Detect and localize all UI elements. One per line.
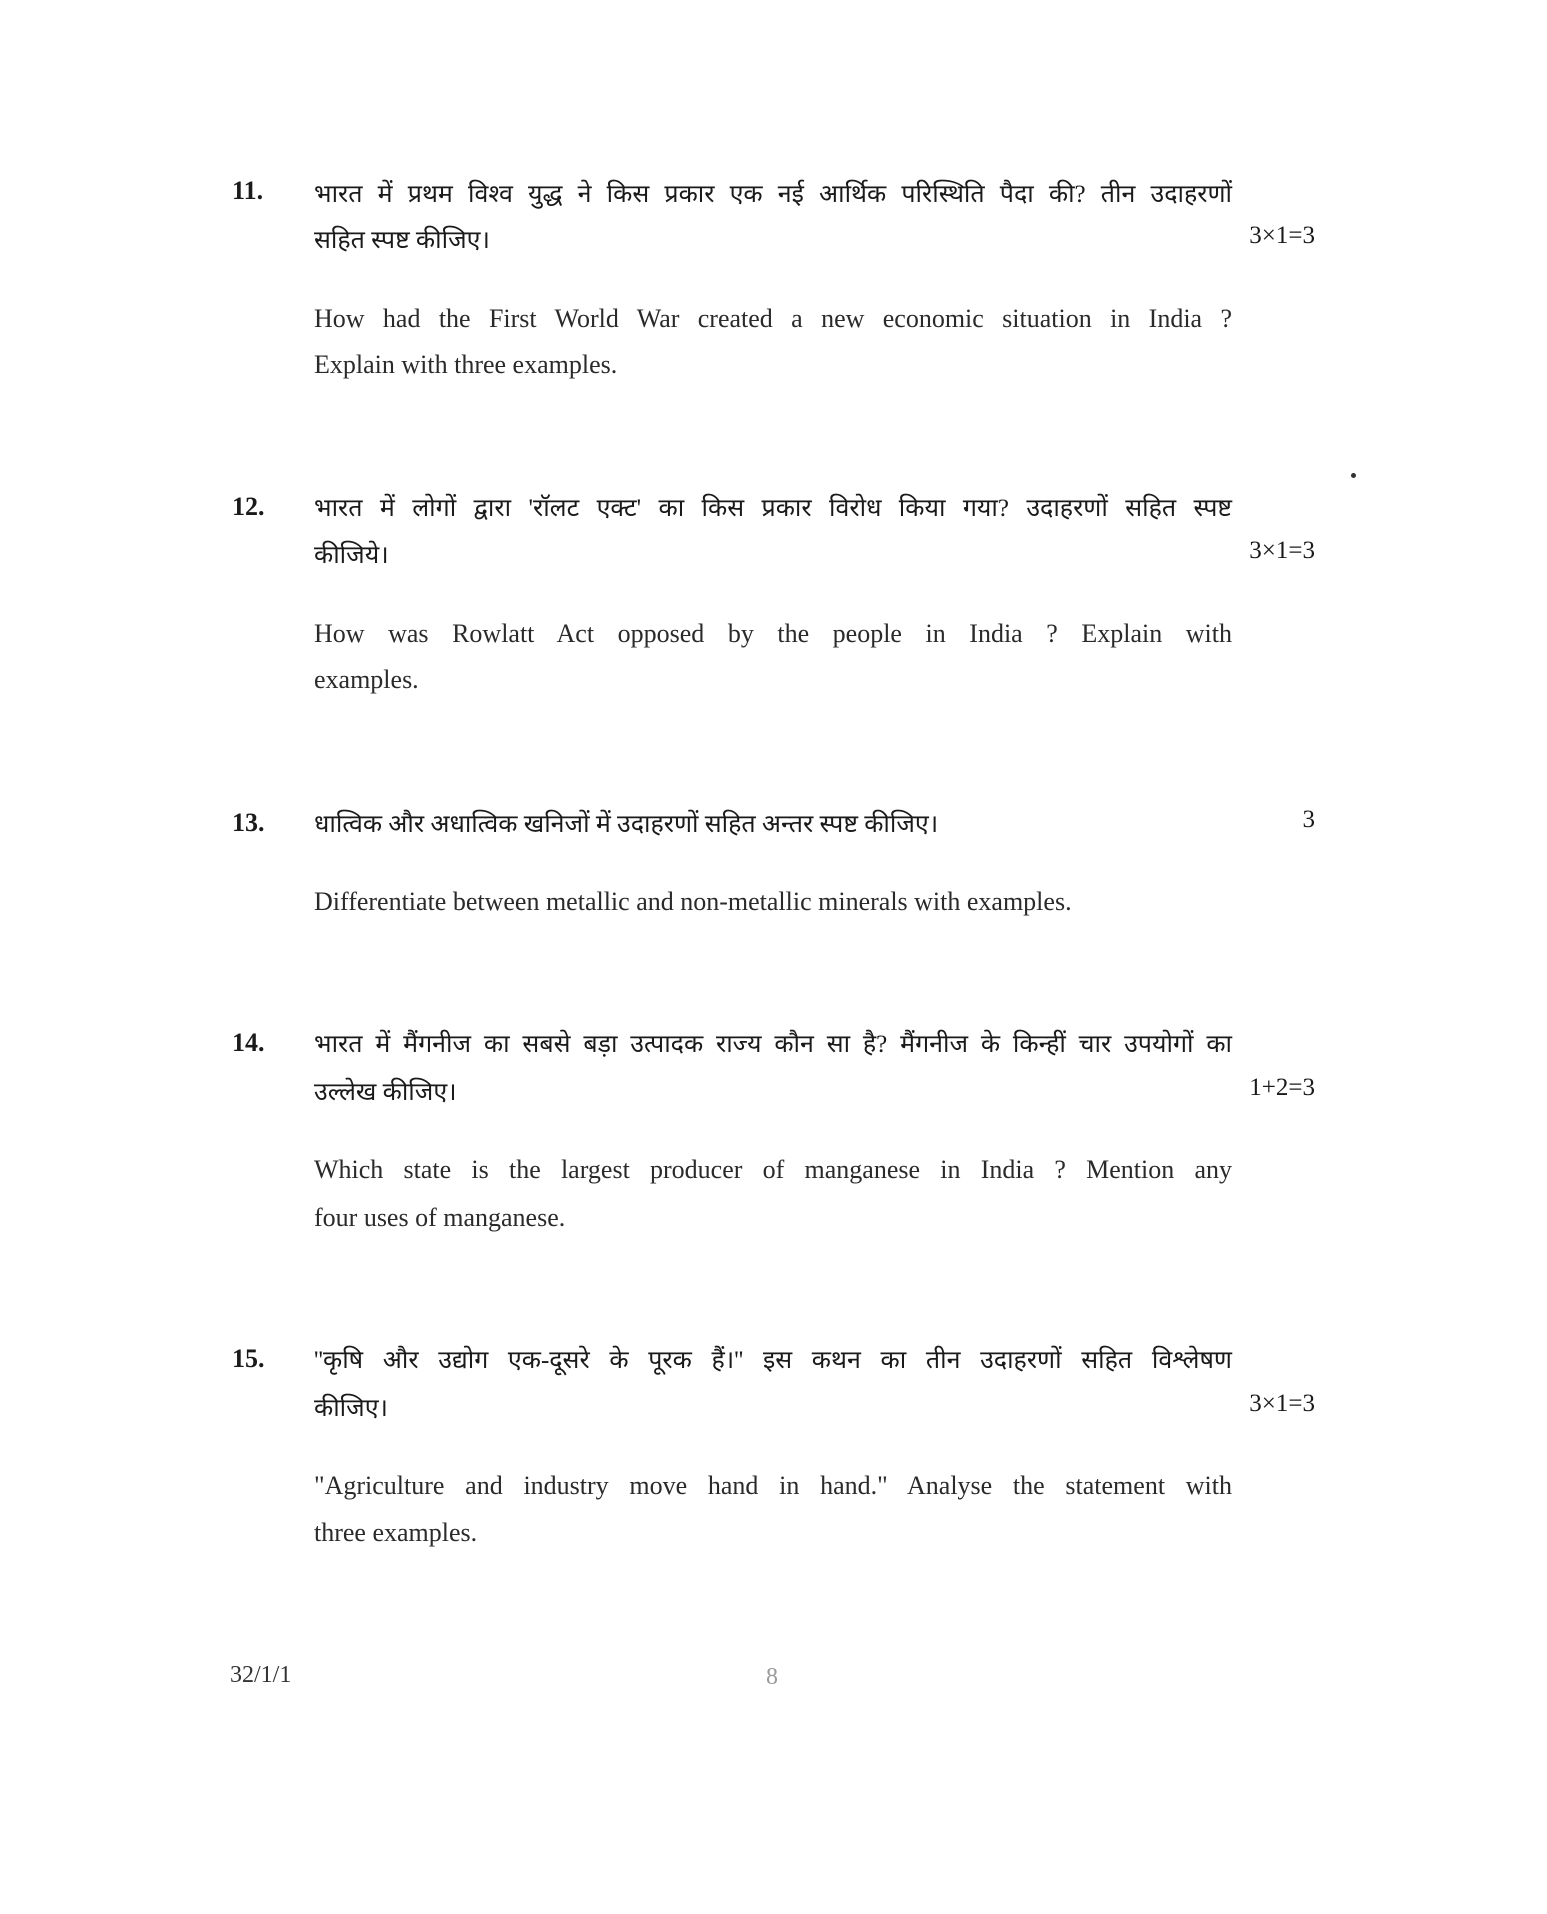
english-line: Which state is the largest producer of manganese in India ? Mention any: [314, 1155, 1232, 1184]
hindi-line: भारत में मैंगनीज का सबसे बड़ा उत्पादक राज्य कौन सा है? मैंगनीज के किन्हीं चार उपयोगों का: [314, 1031, 1232, 1058]
hindi-line: धात्विक और अधात्विक खनिजों में उदाहरणों सहित अन्तर स्पष्ट कीजिए।: [314, 811, 939, 838]
english-line: How had the First World War created a new economic situation in India ?: [314, 304, 1232, 333]
marks: 3: [1302, 806, 1315, 833]
question-number: 14.: [232, 1028, 265, 1057]
english-line: examples.: [314, 665, 419, 694]
english-line: "Agriculture and industry move hand in hand." Analyse the statement with: [314, 1471, 1232, 1500]
marks: 3×1=3: [1249, 222, 1315, 249]
english-line: How was Rowlatt Act opposed by the people in India ? Explain with: [314, 619, 1232, 648]
hindi-line: कीजिये।: [314, 542, 389, 569]
question-number: 13.: [232, 808, 265, 837]
hindi-line: ''कृषि और उद्योग एक-दूसरे के पूरक हैं।'' इस कथन का तीन उदाहरणों सहित विश्लेषण: [314, 1347, 1232, 1374]
hindi-line: सहित स्पष्ट कीजिए।: [314, 227, 490, 254]
page-number: 8: [766, 1664, 778, 1690]
english-line: three examples.: [314, 1518, 478, 1547]
paper-code: 32/1/1: [230, 1662, 292, 1688]
speck: [1351, 473, 1356, 478]
question-number: 12.: [232, 492, 265, 521]
marks: 1+2=3: [1249, 1074, 1315, 1101]
english-line: Differentiate between metallic and non-metallic minerals with examples.: [314, 887, 1072, 916]
question-number: 15.: [232, 1344, 265, 1373]
marks: 3×1=3: [1249, 1390, 1315, 1417]
hindi-line: भारत में प्रथम विश्व युद्ध ने किस प्रकार एक नई आर्थिक परिस्थिति पैदा की? तीन उदाहरणों: [314, 181, 1232, 208]
hindi-line: भारत में लोगों द्वारा 'रॉलट एक्ट' का किस प्रकार विरोध किया गया? उदाहरणों सहित स्पष्ट: [314, 495, 1232, 522]
english-line: Explain with three examples.: [314, 350, 618, 379]
question-number: 11.: [232, 176, 264, 205]
hindi-line: कीजिए।: [314, 1395, 389, 1422]
marks: 3×1=3: [1249, 537, 1315, 564]
english-line: four uses of manganese.: [314, 1203, 566, 1232]
hindi-line: उल्लेख कीजिए।: [314, 1079, 457, 1106]
